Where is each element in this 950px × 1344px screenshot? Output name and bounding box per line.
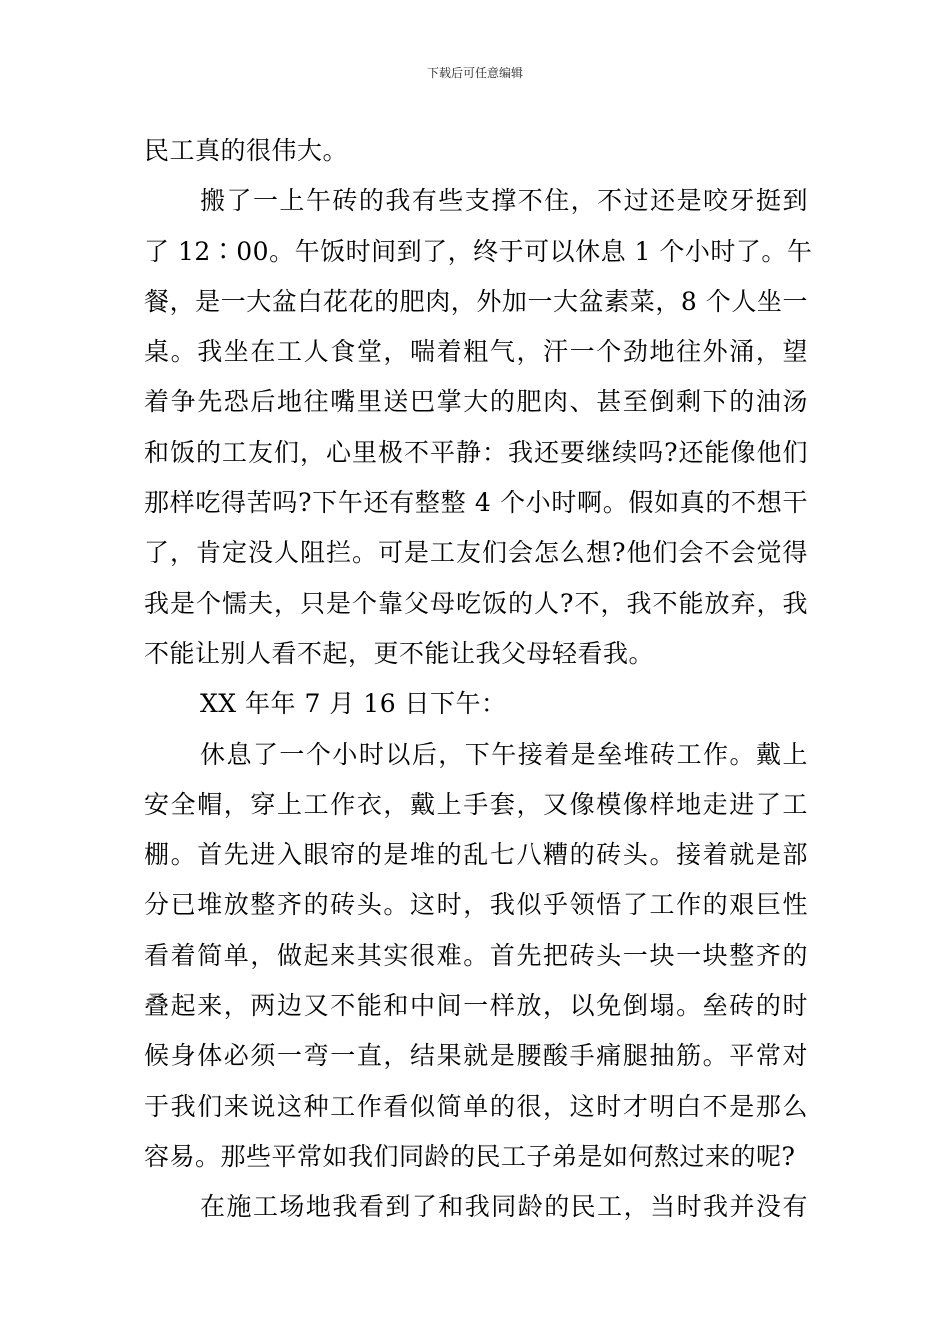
date-heading: XX 年年 7 月 16 日下午：: [200, 689, 507, 719]
text-line: 在施工场地我看到了和我同龄的民工，当时我并没有: [200, 1192, 808, 1222]
text-line: 着争先恐后地往嘴里送巴掌大的肥肉、甚至倒剩下的油汤: [144, 387, 808, 417]
text-line: 搬了一上午砖的我有些支撑不住，不过还是咬牙挺到: [200, 186, 808, 216]
text-line: 看着简单，做起来其实很难。首先把砖头一块一块整齐的: [144, 940, 808, 970]
text-line: 容易。那些平常如我们同龄的民工子弟是如何熬过来的呢?: [144, 1141, 796, 1171]
text-line: 候身体必须一弯一直，结果就是腰酸手痛腿抽筋。平常对: [144, 1041, 808, 1071]
text-line: 不能让别人看不起，更不能让我父母轻看我。: [144, 638, 655, 668]
text-line: 安全帽，穿上工作衣，戴上手套，又像模像样地走进了工: [144, 789, 808, 819]
text-line: 叠起来，两边又不能和中间一样放，以免倒塌。垒砖的时: [144, 991, 808, 1021]
text-line: 分已堆放整齐的砖头。这时，我似乎领悟了工作的艰巨性: [144, 890, 808, 920]
document-body: [144, 126, 813, 1233]
page-header: 下载后可任意编辑: [426, 66, 523, 80]
text-line: 我是个懦夫，只是个靠父母吃饭的人?不，我不能放弃，我: [144, 588, 808, 618]
text-line: 民工真的很伟大。: [144, 136, 349, 165]
text-line: 餐，是一大盆白花花的肥肉，外加一大盆素菜，8 个人坐一: [144, 286, 808, 316]
text-line: 和饭的工友们，心里极不平静：我还要继续吗?还能像他们: [144, 437, 808, 467]
text-line: 棚。首先进入眼帘的是堆的乱七八糟的砖头。接着就是部: [144, 840, 808, 870]
text-line: 于我们来说这种工作看似简单的很，这时才明白不是那么: [144, 1091, 808, 1121]
text-line: 了，肯定没人阻拦。可是工友们会怎么想?他们会不会觉得: [144, 538, 808, 568]
text-line: 了 12∶00。午饭时间到了，终于可以休息 1 个小时了。午: [144, 236, 813, 266]
text-line: 桌。我坐在工人食堂，喘着粗气，汗一个劲地往外涌，望: [144, 337, 808, 367]
text-line: 那样吃得苦吗?下午还有整整 4 个小时啊。假如真的不想干: [144, 488, 808, 518]
text-line: 休息了一个小时以后，下午接着是垒堆砖工作。戴上: [200, 739, 808, 769]
